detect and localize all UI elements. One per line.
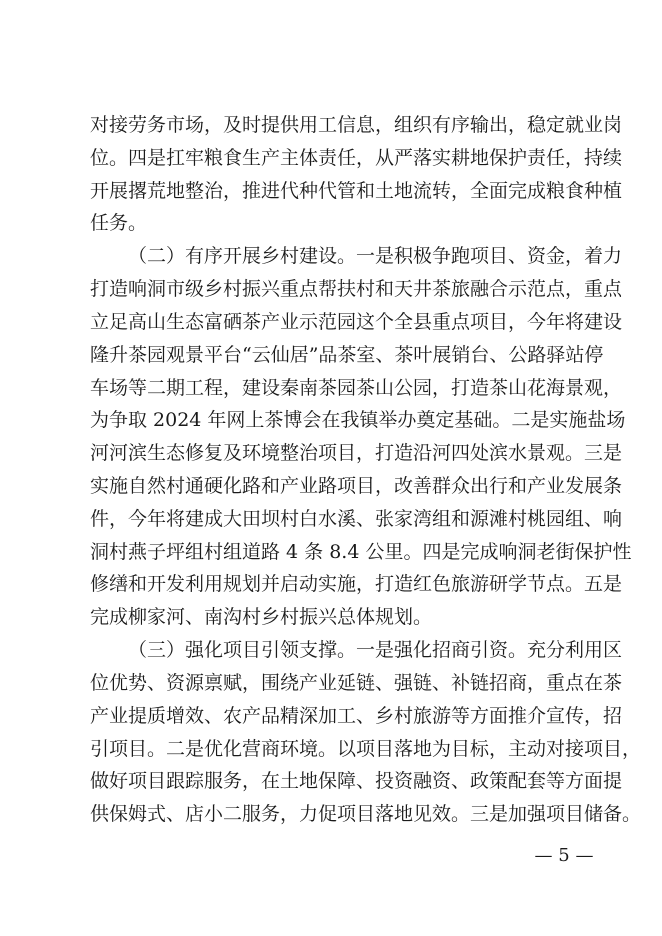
- section-heading-line: （二）有序开展乡村建设。一是积极争跑项目、资金，着力: [128, 245, 623, 267]
- paragraph-line: 实施自然村通硬化路和产业路项目，改善群众出行和产业发展条: [90, 475, 623, 497]
- page-number: — 5 —: [534, 845, 594, 866]
- paragraph-line: 打造响洞市级乡村振兴重点帮扶村和天井茶旅融合示范点，重点: [90, 278, 623, 300]
- paragraph-line: 位优势、资源禀赋，围绕产业延链、强链、补链招商，重点在茶: [90, 672, 623, 694]
- paragraph-line: 车场等二期工程，建设秦南茶园茶山公园，打造茶山花海景观，: [90, 377, 623, 399]
- paragraph-line: 任务。: [90, 212, 148, 234]
- paragraph-line: 做好项目跟踪服务，在土地保障、投资融资、政策配套等方面提: [90, 770, 623, 792]
- paragraph-line: 开展撂荒地整治，推进代种代管和土地流转，全面完成粮食种植: [90, 180, 623, 202]
- paragraph-line: 供保姆式、店小二服务，力促项目落地见效。三是加强项目储备。: [90, 803, 642, 825]
- paragraph-line: 对接劳务市场，及时提供用工信息，组织有序输出，稳定就业岗: [90, 114, 623, 136]
- paragraph-line: 修缮和开发利用规划并启动实施，打造红色旅游研学节点。五是: [90, 573, 623, 595]
- paragraph-line: 位。四是扛牢粮食生产主体责任，从严落实耕地保护责任，持续: [90, 147, 623, 169]
- section-heading-line: （三）强化项目引领支撑。一是强化招商引资。充分利用区: [128, 639, 623, 661]
- paragraph-line: 件，今年将建成大田坝村白水溪、张家湾组和源滩村桃园组、响: [90, 508, 623, 530]
- paragraph-line: 洞村燕子坪组村组道路 4 条 8.4 公里。四是完成响洞老街保护性: [90, 541, 632, 563]
- paragraph-line: 引项目。二是优化营商环境。以项目落地为目标，主动对接项目，: [90, 738, 642, 760]
- paragraph-line: 为争取 2024 年网上茶博会在我镇举办奠定基础。二是实施盐场: [90, 409, 626, 431]
- paragraph-line: 产业提质增效、农产品精深加工、乡村旅游等方面推介宣传，招: [90, 705, 623, 727]
- paragraph-line: 立足高山生态富硒茶产业示范园这个全县重点项目，今年将建设: [90, 311, 623, 333]
- paragraph-line: 完成柳家河、南沟村乡村振兴总体规划。: [90, 606, 433, 628]
- paragraph-line: 河河滨生态修复及环境整治项目，打造沿河四处滨水景观。三是: [90, 442, 623, 464]
- paragraph-line: 隆升茶园观景平台“云仙居”品茶室、茶叶展销台、公路驿站停: [90, 344, 604, 366]
